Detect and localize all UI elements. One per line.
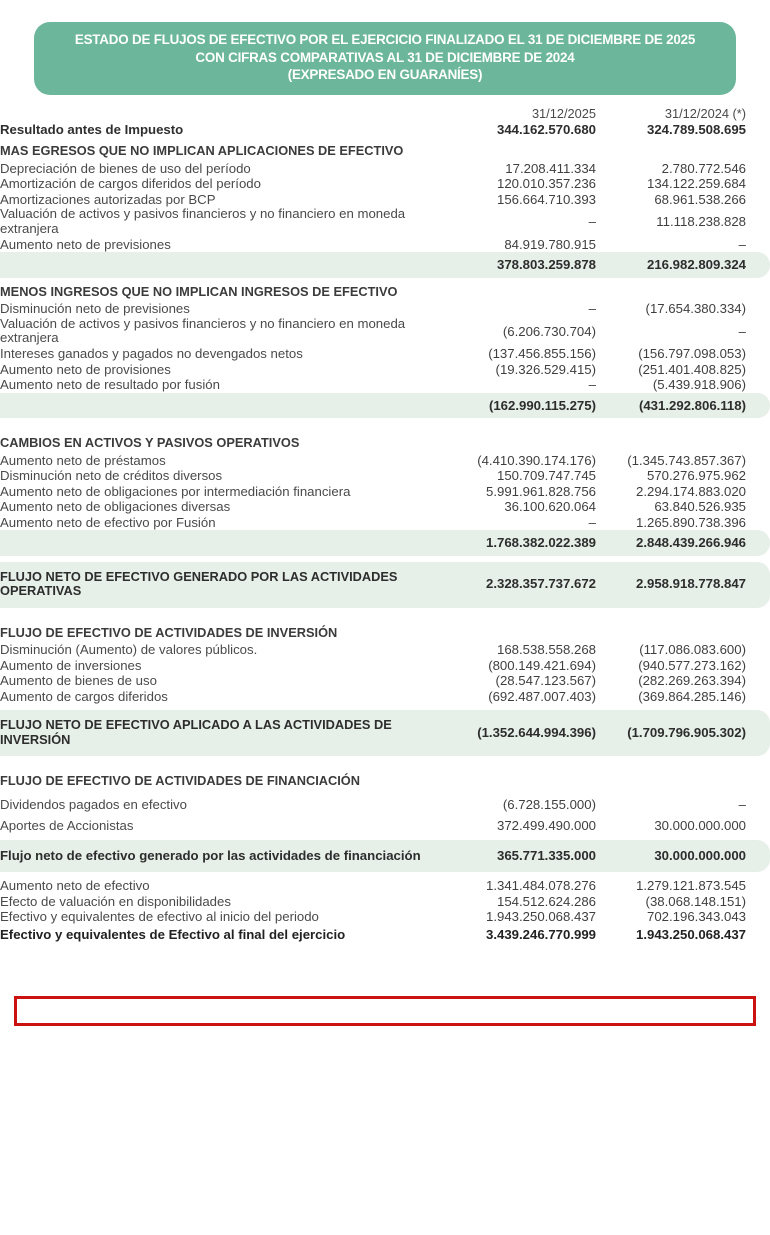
- table-row-obligaciones-diversas: [0, 499, 770, 515]
- spacer-row: [0, 418, 770, 429]
- column-header-prior: 31/12/2024 (*): [664, 106, 746, 121]
- row-value-current: 1.943.250.068.437: [485, 909, 596, 925]
- table-row-aumento-cargos-diferidos: [0, 689, 770, 705]
- row-value-current: –: [588, 301, 596, 317]
- table-row-dividendos-pagados-highlighted: [0, 791, 770, 819]
- row-label: Disminución neto de créditos diversos: [0, 468, 223, 484]
- section-header-cambios-activos-pasivos: [0, 429, 770, 453]
- total-value-current: 365.771.335.000: [430, 840, 596, 873]
- section-header-menos-ingresos: [0, 278, 770, 302]
- subtotal-value-current: 378.803.259.878: [430, 252, 596, 278]
- column-header-blank: [0, 100, 430, 122]
- total-label: Flujo neto de efectivo generado por las actividades de financiación: [0, 840, 430, 873]
- row-label: Aumento neto de obligaciones diversas: [0, 499, 231, 515]
- row-label: Valuación de activos y pasivos financieros y no financiero en moneda extranjera: [0, 315, 406, 346]
- row-label: Dividendos pagados en efectivo: [0, 796, 187, 812]
- column-header-row: [0, 100, 770, 122]
- section-label: FLUJO DE EFECTIVO DE ACTIVIDADES DE FINANCIACIÓN: [0, 773, 360, 789]
- row-label: Aumento neto de provisiones: [0, 361, 171, 377]
- total-row-flujo-inversion: [0, 710, 770, 756]
- cash-flow-statement: [0, 100, 770, 944]
- row-value-current: 17.208.411.334: [505, 160, 596, 176]
- row-value-prior: (38.068.148.151): [645, 893, 746, 909]
- row-label: Aumento de bienes de uso: [0, 673, 157, 689]
- row-value-prior: (156.797.098.053): [638, 346, 746, 362]
- total-value-prior: 30.000.000.000: [596, 840, 770, 873]
- row-value-prior: 68.961.538.266: [654, 191, 746, 207]
- section-header-mas-egresos: [0, 137, 770, 161]
- row-value-prior: 2.780.772.546: [661, 160, 746, 176]
- table-row-disminucion-creditos-diversos: [0, 468, 770, 484]
- title-line-3: (EXPRESADO EN GUARANÍES): [287, 67, 483, 82]
- subtotal-label: [0, 393, 430, 419]
- row-value-current: –: [588, 514, 596, 530]
- statement-table: [0, 100, 770, 944]
- table-row-aumento-bienes-uso: [0, 673, 770, 689]
- row-value-prior: 11.118.238.828: [656, 214, 746, 230]
- row-value-prior: 1.265.890.738.396: [635, 514, 746, 530]
- table-row-valuacion-activos-pasivos-1: [0, 207, 770, 237]
- total-label: FLUJO NETO DE EFECTIVO APLICADO A LAS ACTIVIDADES DE INVERSIÓN: [0, 710, 430, 756]
- row-value-current: 120.010.357.236: [496, 176, 596, 191]
- section-value-prior: [596, 767, 770, 791]
- row-value-current: 1.341.484.078.276: [485, 878, 596, 894]
- subtotal-label: [0, 252, 430, 278]
- row-label: Efectivo y equivalentes de efectivo al inicio del periodo: [0, 909, 319, 925]
- row-value-prior: (5.439.918.906): [652, 377, 746, 393]
- row-label: Aumento neto de obligaciones por intermediación financiera: [0, 483, 351, 499]
- row-label: Resultado antes de Impuesto: [0, 121, 184, 137]
- section-label: MENOS INGRESOS QUE NO IMPLICAN INGRESOS DE EFECTIVO: [0, 283, 398, 299]
- total-row-flujo-operativas: [0, 562, 770, 608]
- total-value-current: 2.328.357.737.672: [430, 562, 596, 608]
- table-row-amortizacion-cargos-diferidos: [0, 176, 770, 192]
- row-value-prior: (369.864.285.146): [638, 688, 746, 704]
- section-value-current: [430, 429, 596, 453]
- section-label: MAS EGRESOS QUE NO IMPLICAN APLICACIONES DE EFECTIVO: [0, 143, 404, 158]
- section-value-current: [430, 278, 596, 302]
- row-label: Valuación de activos y pasivos financieros y no financiero en moneda extranjera: [0, 206, 406, 236]
- row-value-prior: –: [738, 236, 746, 252]
- row-value-prior: –: [738, 323, 746, 339]
- section-value-prior: [596, 429, 770, 453]
- row-value-current: –: [588, 377, 596, 393]
- subtotal-row-mas-egresos: [0, 252, 770, 278]
- row-label: Intereses ganados y pagados no devengados netos: [0, 346, 303, 362]
- table-row-valuacion-activos-pasivos-2: [0, 317, 770, 347]
- row-label: Aumento neto de préstamos: [0, 452, 166, 468]
- table-row-aumento-neto-prestamos: [0, 453, 770, 469]
- subtotal-row-menos-ingresos: [0, 393, 770, 419]
- row-label: Aumento neto de efectivo: [0, 878, 150, 894]
- section-label: CAMBIOS EN ACTIVOS Y PASIVOS OPERATIVOS: [0, 435, 300, 451]
- table-row-efectivo-final-ejercicio: [0, 925, 770, 945]
- section-header-actividades-inversion: [0, 619, 770, 643]
- table-row-aumento-neto-efectivo: [0, 878, 770, 894]
- total-value-prior: 2.958.918.778.847: [596, 562, 770, 608]
- row-value-current: 344.162.570.680: [496, 121, 596, 137]
- row-value-current: 5.991.961.828.756: [485, 483, 596, 499]
- row-label: Amortización de cargos diferidos del período: [0, 176, 261, 191]
- row-label: Aumento de inversiones: [0, 657, 142, 673]
- subtotal-value-prior: (431.292.806.118): [596, 393, 770, 419]
- row-label: Aumento neto de resultado por fusión: [0, 377, 220, 393]
- table-row-efectivo-por-fusion: [0, 515, 770, 531]
- table-row-depreciacion: [0, 161, 770, 177]
- total-value-prior: (1.709.796.905.302): [596, 710, 770, 756]
- table-row-aportes-accionistas: [0, 818, 770, 834]
- table-row-efectivo-inicio-periodo: [0, 909, 770, 925]
- row-label: Aportes de Accionistas: [0, 818, 134, 834]
- row-label: Aumento de cargos diferidos: [0, 688, 168, 704]
- row-label: Aumento neto de efectivo por Fusión: [0, 514, 216, 530]
- row-label: Depreciación de bienes de uso del período: [0, 160, 251, 176]
- table-row-aumento-neto-provisiones: [0, 362, 770, 378]
- subtotal-value-current: 1.768.382.022.389: [430, 530, 596, 556]
- row-label: Efecto de valuación en disponibilidades: [0, 893, 231, 909]
- total-row-flujo-financiacion: [0, 840, 770, 873]
- row-value-current: (4.410.390.174.176): [477, 452, 596, 468]
- table-row-obligaciones-intermediacion-financiera: [0, 484, 770, 500]
- table-row-aumento-neto-previsiones: [0, 237, 770, 253]
- row-value-current: (692.487.007.403): [488, 688, 596, 704]
- highlight-box-dividendos: [14, 996, 756, 1026]
- section-value-current: [430, 767, 596, 791]
- row-value-current: (137.456.855.156): [488, 346, 596, 362]
- subtotal-value-current: (162.990.115.275): [430, 393, 596, 419]
- table-row-valores-publicos: [0, 642, 770, 658]
- subtotal-row-cambios-activos-pasivos: [0, 530, 770, 556]
- table-row-disminucion-neto-previsiones: [0, 301, 770, 317]
- row-value-prior: 1.943.250.068.437: [635, 926, 746, 942]
- row-value-current: 154.512.624.286: [496, 893, 596, 909]
- total-value-current: (1.352.644.994.396): [430, 710, 596, 756]
- row-label: Disminución (Aumento) de valores públicos.: [0, 642, 258, 658]
- table-row-aumento-inversiones: [0, 658, 770, 674]
- row-value-current: 84.919.780.915: [504, 236, 596, 252]
- row-value-current: 168.538.558.268: [496, 642, 596, 658]
- subtotal-value-prior: 216.982.809.324: [596, 252, 770, 278]
- section-value-prior: [596, 278, 770, 302]
- section-value-prior: [596, 619, 770, 643]
- title-line-1: ESTADO DE FLUJOS DE EFECTIVO POR EL EJERCICIO FINALIZADO EL 31 DE DICIEMBRE DE 2025: [74, 32, 696, 47]
- title-line-2: CON CIFRAS COMPARATIVAS AL 31 DE DICIEMBRE DE 2024: [195, 49, 575, 65]
- subtotal-label: [0, 530, 430, 556]
- section-value-current: [430, 619, 596, 643]
- row-value-current: 372.499.490.000: [496, 818, 596, 834]
- statement-title-banner: [34, 22, 736, 95]
- row-label: Aumento neto de previsiones: [0, 236, 171, 252]
- section-header-actividades-financiacion: [0, 767, 770, 791]
- row-value-prior: 702.196.343.043: [646, 909, 746, 925]
- total-label: FLUJO NETO DE EFECTIVO GENERADO POR LAS ACTIVIDADES OPERATIVAS: [0, 562, 430, 608]
- row-value-prior: (1.345.743.857.367): [627, 452, 746, 468]
- row-value-current: 156.664.710.393: [496, 191, 596, 207]
- row-value-current: –: [588, 214, 596, 230]
- row-value-current: 36.100.620.064: [504, 499, 596, 515]
- row-value-prior: 2.294.174.883.020: [635, 483, 746, 499]
- section-value-prior: [596, 137, 770, 161]
- row-value-current: (6.206.730.704): [502, 323, 596, 339]
- row-value-prior: (940.577.273.162): [638, 657, 746, 673]
- row-label: Disminución neto de previsiones: [0, 301, 190, 317]
- table-row-efecto-valuacion-disponibilidades: [0, 894, 770, 910]
- row-value-current: 3.439.246.770.999: [485, 926, 596, 942]
- column-header-current: 31/12/2025: [531, 106, 596, 121]
- row-value-prior: 1.279.121.873.545: [635, 878, 746, 894]
- row-value-prior: 63.840.526.935: [654, 499, 746, 515]
- row-value-current: (800.149.421.694): [488, 657, 596, 673]
- row-value-prior: (17.654.380.334): [645, 301, 746, 317]
- row-value-current: 150.709.747.745: [496, 468, 596, 484]
- table-row-amortizaciones-bcp: [0, 192, 770, 208]
- row-value-prior: (282.269.263.394): [638, 673, 746, 689]
- row-value-current: (28.547.123.567): [495, 673, 596, 689]
- section-value-current: [430, 137, 596, 161]
- row-value-current: (19.326.529.415): [495, 361, 596, 377]
- row-value-current: (6.728.155.000): [502, 796, 596, 812]
- row-value-prior: 30.000.000.000: [654, 818, 746, 834]
- row-label: Efectivo y equivalentes de Efectivo al final del ejercicio: [0, 926, 346, 942]
- table-row-aumento-neto-resultado-fusion: [0, 377, 770, 393]
- table-row-resultado-antes-impuesto: [0, 122, 770, 138]
- row-value-prior: 134.122.259.684: [646, 176, 746, 191]
- spacer-row: [0, 608, 770, 619]
- row-value-prior: 570.276.975.962: [646, 468, 746, 484]
- section-label: FLUJO DE EFECTIVO DE ACTIVIDADES DE INVERSIÓN: [0, 624, 338, 640]
- row-value-prior: (117.086.083.600): [639, 642, 746, 658]
- table-row-intereses-ganados-pagados: [0, 346, 770, 362]
- row-value-prior: (251.401.408.825): [638, 361, 746, 377]
- spacer-row: [0, 756, 770, 767]
- row-value-prior: 324.789.508.695: [646, 121, 746, 137]
- subtotal-value-prior: 2.848.439.266.946: [596, 530, 770, 556]
- row-label: Amortizaciones autorizadas por BCP: [0, 191, 216, 207]
- row-value-prior: –: [738, 796, 746, 812]
